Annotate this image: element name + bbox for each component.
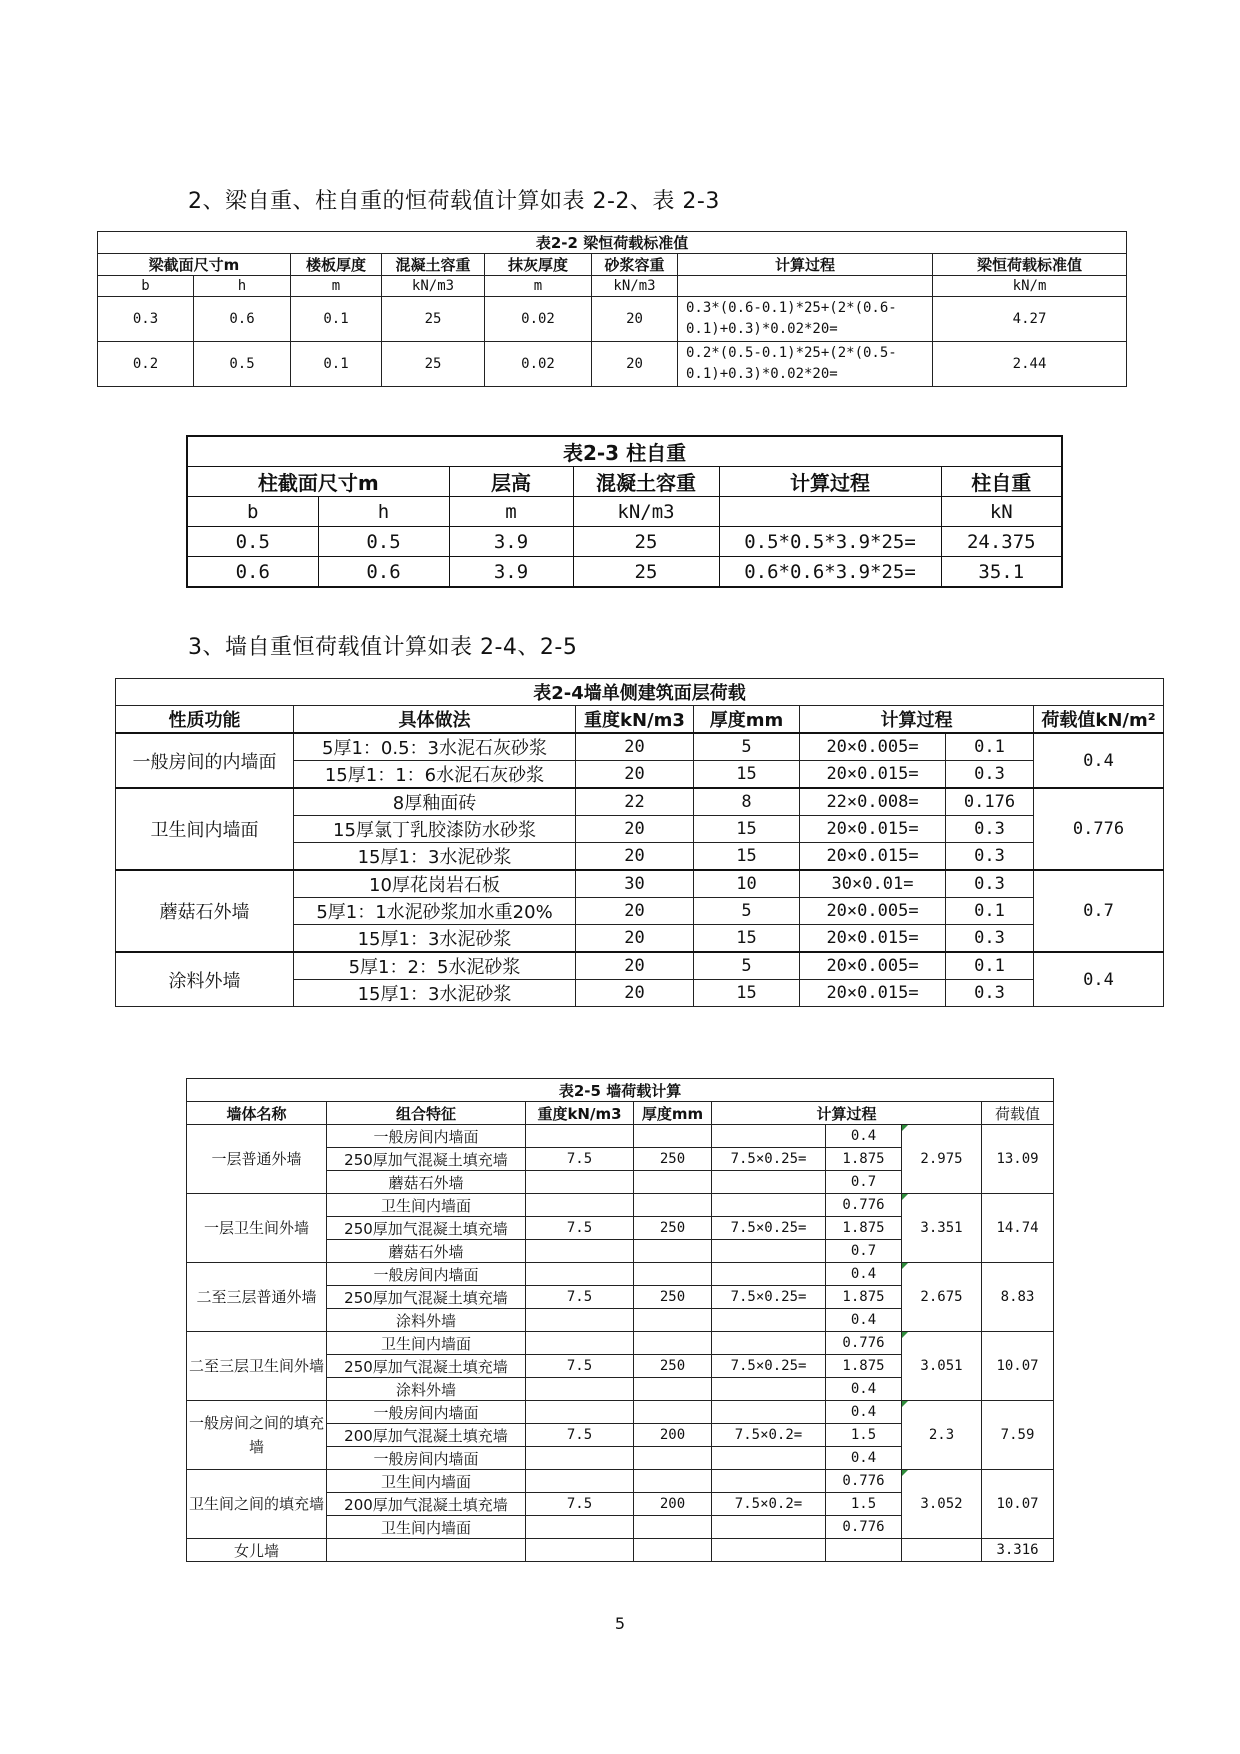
cell-value: 0.3 [946, 843, 1034, 871]
column-header: 性质功能 [116, 706, 294, 734]
column-header: 混凝土容重 [382, 254, 485, 276]
cell-thickness [634, 1401, 712, 1424]
cell-concrete: 25 [573, 527, 719, 557]
table-2-3-column-self-weight [186, 435, 1063, 588]
cell-density [526, 1378, 634, 1401]
column-header: 计算过程 [719, 467, 941, 497]
cell-h: 0.5 [318, 527, 449, 557]
group-sum: 3.051 [902, 1332, 982, 1401]
group-name: 涂料外墙 [116, 952, 294, 1007]
column-header: 荷载值 [982, 1102, 1054, 1125]
table-row [116, 788, 1164, 816]
table-row [98, 297, 1127, 342]
group-name: 蘑菇石外墙 [116, 870, 294, 952]
cell-b: 0.3 [98, 297, 194, 342]
cell-density: 7.5 [526, 1355, 634, 1378]
cell-density: 20 [576, 843, 694, 871]
cell-value: 0.7 [826, 1240, 902, 1263]
cell-feature: 卫生间内墙面 [327, 1470, 526, 1493]
cell-thickness [634, 1378, 712, 1401]
cell-method: 15厚1：1：6水泥石灰砂浆 [294, 761, 576, 789]
cell-density: 20 [576, 898, 694, 925]
cell-thickness: 200 [634, 1493, 712, 1516]
cell-h: 0.6 [318, 557, 449, 588]
cell-calc: 0.2*(0.5-0.1)*25+(2*(0.5-0.1)+0.3)*0.02*20= [678, 342, 933, 387]
cell-method: 15厚1：3水泥砂浆 [294, 980, 576, 1007]
cell-calc [712, 1125, 826, 1148]
cell-calc: 0.6*0.6*3.9*25= [719, 557, 941, 588]
cell-density [526, 1309, 634, 1332]
table-row [187, 1401, 1054, 1424]
cell-height: 3.9 [449, 527, 573, 557]
cell-feature: 200厚加气混凝土填充墙 [327, 1493, 526, 1516]
cell-value: 24.375 [941, 527, 1062, 557]
cell-density: 20 [576, 925, 694, 953]
cell-method: 8厚釉面砖 [294, 788, 576, 816]
unit-cell: kN/m3 [382, 276, 485, 297]
cell-value: 35.1 [941, 557, 1062, 588]
table-caption: 表2-3 柱自重 [187, 436, 1062, 467]
column-header: 墙体名称 [187, 1102, 327, 1125]
group-total: 0.4 [1034, 952, 1164, 1007]
cell-h: 0.5 [194, 342, 291, 387]
cell-thickness: 15 [694, 925, 800, 953]
cell-feature: 涂料外墙 [327, 1309, 526, 1332]
cell-calc: 20×0.005= [800, 952, 946, 980]
cell-density: 22 [576, 788, 694, 816]
group-sum: 2.975 [902, 1125, 982, 1194]
wall-load: 10.07 [982, 1470, 1054, 1539]
cell-density [526, 1240, 634, 1263]
cell-feature: 一般房间内墙面 [327, 1263, 526, 1286]
empty-cell [712, 1539, 826, 1562]
cell-concrete: 25 [573, 557, 719, 588]
empty-cell [634, 1539, 712, 1562]
section-heading-beam-column: 2、梁自重、柱自重的恒荷载值计算如表 2-2、表 2-3 [188, 189, 720, 214]
unit-cell: h [194, 276, 291, 297]
cell-feature: 一般房间内墙面 [327, 1125, 526, 1148]
cell-plaster: 0.02 [485, 297, 592, 342]
cell-thickness [634, 1194, 712, 1217]
cell-value: 1.875 [826, 1148, 902, 1171]
cell-calc [712, 1378, 826, 1401]
unit-cell: m [485, 276, 592, 297]
group-name: 卫生间内墙面 [116, 788, 294, 870]
empty-cell [327, 1539, 526, 1562]
cell-density [526, 1125, 634, 1148]
cell-value: 0.4 [826, 1309, 902, 1332]
unit-cell: b [187, 497, 318, 527]
cell-calc: 7.5×0.25= [712, 1286, 826, 1309]
cell-density: 20 [576, 733, 694, 761]
cell-thickness [634, 1516, 712, 1539]
cell-thickness: 5 [694, 898, 800, 925]
column-header: 柱截面尺寸m [187, 467, 449, 497]
cell-calc [712, 1447, 826, 1470]
column-header: 层高 [449, 467, 573, 497]
cell-calc: 20×0.005= [800, 898, 946, 925]
cell-calc: 30×0.01= [800, 870, 946, 898]
cell-thickness: 15 [694, 843, 800, 871]
wall-name: 一层卫生间外墙 [187, 1194, 327, 1263]
cell-mortar: 20 [592, 342, 678, 387]
table-row [187, 557, 1062, 588]
column-header: 砂浆容重 [592, 254, 678, 276]
cell-mortar: 20 [592, 297, 678, 342]
cell-calc [712, 1240, 826, 1263]
cell-value: 0.4 [826, 1401, 902, 1424]
cell-value: 0.1 [946, 898, 1034, 925]
cell-calc [712, 1263, 826, 1286]
group-sum: 2.3 [902, 1401, 982, 1470]
unit-cell: b [98, 276, 194, 297]
cell-feature: 卫生间内墙面 [327, 1516, 526, 1539]
table-row-parapet [187, 1539, 1054, 1562]
table-caption: 表2-4墙单侧建筑面层荷载 [116, 679, 1164, 706]
cell-density [526, 1194, 634, 1217]
cell-calc [712, 1401, 826, 1424]
wall-name: 一层普通外墙 [187, 1125, 327, 1194]
wall-name: 一般房间之间的填充墙 [187, 1401, 327, 1470]
cell-method: 15厚氯丁乳胶漆防水砂浆 [294, 816, 576, 843]
cell-feature: 卫生间内墙面 [327, 1332, 526, 1355]
cell-feature: 蘑菇石外墙 [327, 1240, 526, 1263]
cell-calc: 20×0.015= [800, 761, 946, 789]
cell-slab: 0.1 [291, 297, 382, 342]
table-row [187, 1332, 1054, 1355]
wall-load: 10.07 [982, 1332, 1054, 1401]
cell-value: 0.4 [826, 1378, 902, 1401]
column-header: 厚度mm [634, 1102, 712, 1125]
table-row [187, 527, 1062, 557]
cell-density: 7.5 [526, 1148, 634, 1171]
cell-calc: 20×0.015= [800, 925, 946, 953]
wall-name: 女儿墙 [187, 1539, 327, 1562]
cell-value: 4.27 [933, 297, 1127, 342]
table-row [116, 733, 1164, 761]
wall-load: 8.83 [982, 1263, 1054, 1332]
cell-thickness: 10 [694, 870, 800, 898]
column-header: 计算过程 [800, 706, 1034, 734]
cell-thickness [634, 1470, 712, 1493]
cell-b: 0.6 [187, 557, 318, 588]
cell-value: 0.776 [826, 1516, 902, 1539]
table-2-4-wall-finish-load [115, 678, 1164, 1007]
wall-load: 7.59 [982, 1401, 1054, 1470]
wall-load: 14.74 [982, 1194, 1054, 1263]
cell-thickness [634, 1309, 712, 1332]
wall-load: 3.316 [982, 1539, 1054, 1562]
cell-value: 0.4 [826, 1263, 902, 1286]
unit-cell: kN/m3 [573, 497, 719, 527]
cell-calc: 20×0.015= [800, 843, 946, 871]
column-header: 重度kN/m3 [526, 1102, 634, 1125]
cell-feature: 250厚加气混凝土填充墙 [327, 1217, 526, 1240]
cell-thickness [634, 1171, 712, 1194]
cell-thickness: 15 [694, 761, 800, 789]
cell-value: 2.44 [933, 342, 1127, 387]
cell-feature: 一般房间内墙面 [327, 1447, 526, 1470]
cell-value: 0.3 [946, 870, 1034, 898]
column-header: 具体做法 [294, 706, 576, 734]
group-total: 0.7 [1034, 870, 1164, 952]
cell-method: 15厚1：3水泥砂浆 [294, 843, 576, 871]
cell-thickness: 5 [694, 952, 800, 980]
group-total: 0.4 [1034, 733, 1164, 788]
column-header: 抹灰厚度 [485, 254, 592, 276]
column-header: 组合特征 [327, 1102, 526, 1125]
unit-cell: m [449, 497, 573, 527]
cell-calc [712, 1171, 826, 1194]
cell-calc: 20×0.015= [800, 980, 946, 1007]
cell-value: 0.3 [946, 925, 1034, 953]
cell-value: 1.875 [826, 1355, 902, 1378]
unit-cell: m [291, 276, 382, 297]
table-2-5-wall-load-calculation [186, 1078, 1054, 1562]
cell-thickness: 250 [634, 1286, 712, 1309]
cell-value: 1.875 [826, 1286, 902, 1309]
cell-density: 7.5 [526, 1493, 634, 1516]
cell-feature: 蘑菇石外墙 [327, 1171, 526, 1194]
cell-value: 0.4 [826, 1125, 902, 1148]
wall-load: 13.09 [982, 1125, 1054, 1194]
section-heading-wall: 3、墙自重恒荷载值计算如表 2-4、2-5 [188, 635, 578, 660]
cell-thickness: 250 [634, 1217, 712, 1240]
cell-thickness [634, 1332, 712, 1355]
table-caption: 表2-5 墙荷载计算 [187, 1079, 1054, 1102]
cell-value: 1.5 [826, 1424, 902, 1447]
cell-value: 0.1 [946, 952, 1034, 980]
cell-density [526, 1447, 634, 1470]
column-header: 梁恒荷载标准值 [933, 254, 1127, 276]
cell-thickness: 8 [694, 788, 800, 816]
unit-cell: kN/m3 [592, 276, 678, 297]
cell-density: 30 [576, 870, 694, 898]
cell-value: 1.5 [826, 1493, 902, 1516]
empty-cell [902, 1539, 982, 1562]
cell-value: 0.3 [946, 816, 1034, 843]
cell-thickness [634, 1447, 712, 1470]
cell-calc: 20×0.005= [800, 733, 946, 761]
cell-calc: 0.3*(0.6-0.1)*25+(2*(0.6-0.1)+0.3)*0.02*20= [678, 297, 933, 342]
cell-density: 20 [576, 761, 694, 789]
unit-cell: h [318, 497, 449, 527]
cell-thickness [634, 1125, 712, 1148]
cell-value: 0.3 [946, 980, 1034, 1007]
cell-calc: 0.5*0.5*3.9*25= [719, 527, 941, 557]
cell-h: 0.6 [194, 297, 291, 342]
cell-thickness: 250 [634, 1355, 712, 1378]
cell-calc: 7.5×0.2= [712, 1424, 826, 1447]
column-header: 计算过程 [678, 254, 933, 276]
group-sum: 2.675 [902, 1263, 982, 1332]
table-2-2-beam-dead-load [97, 231, 1127, 387]
cell-density: 7.5 [526, 1424, 634, 1447]
table-row [116, 952, 1164, 980]
cell-value: 0.776 [826, 1194, 902, 1217]
cell-method: 15厚1：3水泥砂浆 [294, 925, 576, 953]
cell-feature: 卫生间内墙面 [327, 1194, 526, 1217]
cell-value: 0.1 [946, 733, 1034, 761]
cell-feature: 一般房间内墙面 [327, 1401, 526, 1424]
cell-feature: 250厚加气混凝土填充墙 [327, 1286, 526, 1309]
column-header: 厚度mm [694, 706, 800, 734]
cell-density [526, 1263, 634, 1286]
cell-density [526, 1171, 634, 1194]
table-row [116, 870, 1164, 898]
wall-name: 卫生间之间的填充墙 [187, 1470, 327, 1539]
cell-thickness: 15 [694, 980, 800, 1007]
unit-cell [719, 497, 941, 527]
table-row [187, 1263, 1054, 1286]
page-number: 5 [614, 1614, 626, 1633]
cell-value: 0.4 [826, 1447, 902, 1470]
cell-value: 0.7 [826, 1171, 902, 1194]
cell-value: 0.3 [946, 761, 1034, 789]
cell-thickness [634, 1240, 712, 1263]
group-sum: 3.351 [902, 1194, 982, 1263]
cell-calc: 22×0.008= [800, 788, 946, 816]
cell-density: 7.5 [526, 1286, 634, 1309]
cell-value: 0.776 [826, 1332, 902, 1355]
cell-feature: 涂料外墙 [327, 1378, 526, 1401]
table-row [187, 1194, 1054, 1217]
column-header: 柱自重 [941, 467, 1062, 497]
cell-plaster: 0.02 [485, 342, 592, 387]
cell-calc: 7.5×0.25= [712, 1217, 826, 1240]
cell-calc: 7.5×0.25= [712, 1148, 826, 1171]
group-sum: 3.052 [902, 1470, 982, 1539]
cell-thickness: 5 [694, 733, 800, 761]
cell-calc [712, 1470, 826, 1493]
cell-calc: 7.5×0.25= [712, 1355, 826, 1378]
wall-name: 二至三层普通外墙 [187, 1263, 327, 1332]
cell-density [526, 1516, 634, 1539]
column-header: 荷载值kN/m² [1034, 706, 1164, 734]
cell-method: 5厚1：0.5：3水泥石灰砂浆 [294, 733, 576, 761]
cell-density: 7.5 [526, 1217, 634, 1240]
unit-cell [678, 276, 933, 297]
cell-calc: 20×0.015= [800, 816, 946, 843]
cell-method: 5厚1：2：5水泥砂浆 [294, 952, 576, 980]
cell-value: 0.776 [826, 1470, 902, 1493]
empty-cell [826, 1539, 902, 1562]
cell-feature: 250厚加气混凝土填充墙 [327, 1148, 526, 1171]
cell-method: 10厚花岗岩石板 [294, 870, 576, 898]
cell-value: 0.176 [946, 788, 1034, 816]
cell-concrete: 25 [382, 342, 485, 387]
cell-calc [712, 1309, 826, 1332]
cell-density: 20 [576, 980, 694, 1007]
cell-b: 0.5 [187, 527, 318, 557]
cell-calc: 7.5×0.2= [712, 1493, 826, 1516]
cell-density [526, 1401, 634, 1424]
column-header: 计算过程 [712, 1102, 982, 1125]
cell-density [526, 1470, 634, 1493]
table-row [98, 342, 1127, 387]
table-row [187, 1125, 1054, 1148]
cell-feature: 200厚加气混凝土填充墙 [327, 1424, 526, 1447]
empty-cell [526, 1539, 634, 1562]
table-row [187, 1470, 1054, 1493]
cell-thickness: 250 [634, 1148, 712, 1171]
cell-method: 5厚1：1水泥砂浆加水重20% [294, 898, 576, 925]
cell-b: 0.2 [98, 342, 194, 387]
unit-cell: kN [941, 497, 1062, 527]
cell-feature: 250厚加气混凝土填充墙 [327, 1355, 526, 1378]
column-header: 混凝土容重 [573, 467, 719, 497]
cell-density: 20 [576, 816, 694, 843]
group-total: 0.776 [1034, 788, 1164, 870]
cell-concrete: 25 [382, 297, 485, 342]
column-header: 楼板厚度 [291, 254, 382, 276]
cell-density: 20 [576, 952, 694, 980]
cell-thickness: 15 [694, 816, 800, 843]
cell-density [526, 1332, 634, 1355]
cell-slab: 0.1 [291, 342, 382, 387]
cell-value: 1.875 [826, 1217, 902, 1240]
group-name: 一般房间的内墙面 [116, 733, 294, 788]
unit-cell: kN/m [933, 276, 1127, 297]
cell-thickness: 200 [634, 1424, 712, 1447]
cell-calc [712, 1332, 826, 1355]
column-header: 重度kN/m3 [576, 706, 694, 734]
wall-name: 二至三层卫生间外墙 [187, 1332, 327, 1401]
cell-height: 3.9 [449, 557, 573, 588]
cell-calc [712, 1516, 826, 1539]
cell-thickness [634, 1263, 712, 1286]
cell-calc [712, 1194, 826, 1217]
table-caption: 表2-2 梁恒荷载标准值 [98, 232, 1127, 254]
column-header: 梁截面尺寸m [98, 254, 291, 276]
